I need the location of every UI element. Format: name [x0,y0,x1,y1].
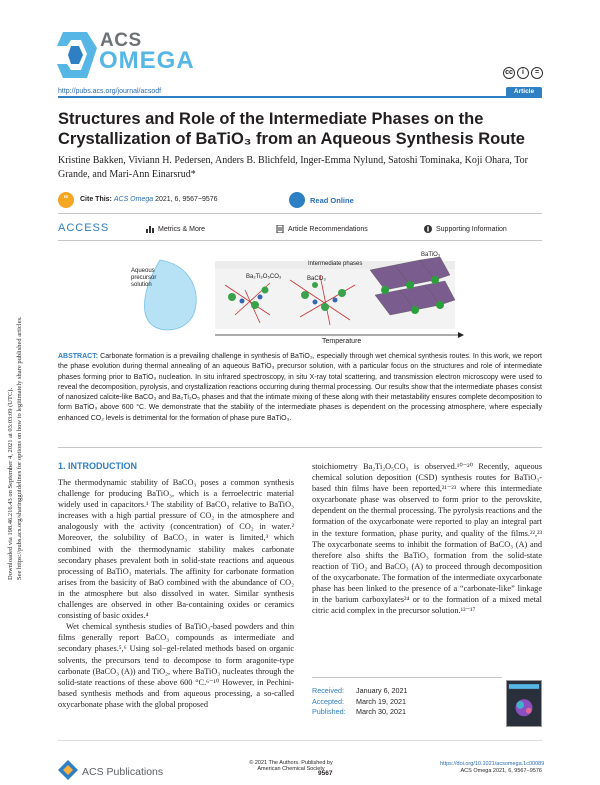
journal-cover-thumbnail[interactable] [506,680,542,727]
supporting-info-icon [424,225,432,233]
journal-brand-bottom: OMEGA [99,47,195,74]
publication-dates [312,686,408,718]
doi-link[interactable]: https://doi.org/10.1021/acsomega.1c00089 [440,761,545,767]
download-notice-line2[interactable]: See https://pubs.acs.org/sharingguidelines for options on how to legitimately share published articles. [16,316,23,580]
published-date: March 30, 2021 [356,707,406,716]
toc-ba2ti2o5co3-label: Ba₂Ti₂O₅CO₃ [246,274,282,280]
citation-line: ACS Omega 2021, 6, 9567−9576 [460,768,542,774]
toc-temperature-label: Temperature [322,338,362,345]
download-notice-line1: Downloaded via 198.46.216.43 on September 4, 2021 at 03:03:09 (UTC). [7,387,14,580]
access-label: ACCESS [58,222,110,234]
intro-paragraph: The thermodynamic stability of BaCO₃ poses a common synthesis challenge for producing BaTiO₃, which is a ferroelectric material widely used in capacitors.¹ The stability of BaCO₃ relative to BaTiO₃ increases with a high partial pressure of CO₂ in the atmosphere and analogously with the activity (concentration) of CO₂ in water.² Moreover, the solubility of BaCO₃ in water is limited,³ which combined with the thermodynamic stability makes carbonate secondary phases prevalent both in solid-state reactions and aqueous processing of BaTiO₃ materials. The affinity for carbonate formation arises from the basicity of BaO combined with the abundance of CO₂ in the atmosphere but also dissolved in water. Similar synthesis challenges are observed in other Ba-containing oxides or ceramics consisting of basic oxides.⁴ [58,478,294,621]
copyright-line-2: American Chemical Society [257,766,325,773]
cc-icon[interactable]: cc [503,67,515,79]
cite-details: 2021, 6, 9567−9576 [155,196,218,203]
page-number: 9567 [318,770,333,777]
received-label: Received: [312,686,344,695]
journal-url-link[interactable]: http://pubs.acs.org/journal/acsodf [58,88,162,95]
abstract [58,352,542,424]
read-online-link[interactable]: Read Online [310,196,354,205]
received-date: January 6, 2021 [356,686,408,695]
divider [58,240,542,241]
intro-left-column [58,477,294,710]
accepted-label: Accepted: [312,696,344,706]
toc-graphic [120,245,480,345]
nd-icon[interactable]: = [531,67,543,79]
intro-paragraph: stoichiometry Ba₂Ti₂O₅CO₃ is observed.¹⁰⁻²⁰ Recently, aqueous chemical solution deposition (CSD) synthesis routes for BaTiO₃-based thin films have been reported,²¹⁻²³ where this intermediate oxycarbonate phase was observed to form prior to the perovskite, dependent on the thermal processing. The pyrolysis reactions and the formation of the oxycarbonate were reported to play an integral part in the texture formation, phase purity, and quality of the films.²²,²³ The oxycarbonate seems to inhibit the formation of BaCO₃ (A) and therefore also shifts the BaTiO₃ formation from the solid-state reaction of TiO₂ and BaCO₃ (A) to proceed through decomposition of the oxycarbonate. The formation of the intermediate oxycarbonate phase has been linked to the presence of a “carbonate-like” linkage in the barium carboxylates²⁴ or to the formation of a mixed metal citric acid complex in the precursor solution.¹²⁻¹⁷ [312,462,542,616]
bar-chart-icon [146,225,154,233]
header-rule [58,96,542,98]
toc-intermediate-label: Intermediate phases [308,261,363,267]
divider [312,677,502,678]
download-notice [2,240,47,580]
cite-icon[interactable]: “ [58,192,74,208]
divider [58,213,542,214]
supporting-info-link[interactable]: Supporting Information [436,226,507,233]
document-icon [276,225,284,233]
divider [58,447,542,448]
article-title: Structures and Role of the Intermediate Phases on the Crystallization of BaTiO₃ from an Aqueous Synthesis Route [58,110,525,148]
toc-aqueous-label-3: solution [131,282,152,288]
toc-aqueous-label-1: Aqueous [131,268,155,274]
published-label: Published: [312,707,346,716]
copyright-line-1: © 2021 The Authors. Published by [249,760,333,766]
cite-journal: ACS Omega [113,196,154,203]
doi-block [440,761,545,775]
by-icon[interactable]: i [517,67,529,79]
article-type-tab: Article [506,87,542,97]
intro-paragraph: Wet chemical synthesis studies of BaTiO₃-based powders and thin films generally report BaCO₃ compounds as intermediate and secondary phases.⁵,⁶ Using sol−gel-related methods based on organic solvents, the precursors tend to decompose to form aragonite-type carbonate (BaCO₃ (A)) and TiO₂, where BaTiO₃ nucleates through the solid-state reactions of these above 600 °C.⁶⁻¹⁰ However, in Pechini-based synthesis methods and from aqueous processing, a so-called oxycarbonate phase with the global proposed [58,622,294,709]
read-online-icon[interactable] [289,192,305,208]
acs-publications-logo-icon [58,760,78,780]
metrics-link[interactable]: Metrics & More [158,226,206,233]
toc-baco3-label: BaCO₃ [307,276,326,282]
footer-rule [58,740,542,741]
cite-this[interactable] [80,196,218,203]
publisher-name[interactable]: ACS Publications [82,766,164,778]
cite-label: Cite This: [80,196,112,203]
toc-batio3-label: BaTiO₃ [421,252,441,258]
journal-brand-top: ACS [100,30,142,51]
recommendations-link[interactable]: Article Recommendations [288,226,368,233]
toc-aqueous-label-2: precursor [131,275,157,281]
author-list[interactable]: Kristine Bakken, Viviann H. Pedersen, Anders B. Blichfeld, Inger-Emma Nylund, Satoshi Tominaka, Koji Ohara, Tor Grande, and Mari-Ann Einarsrud* [58,155,528,180]
intro-right-column [312,461,542,616]
accepted-date: March 19, 2021 [356,696,406,706]
section-heading: 1. INTRODUCTION [58,461,138,471]
abstract-text: Carbonate formation is a prevailing challenge in synthesis of BaTiO₃, especially through wet chemical synthesis routes. In this work, we report the phase evolution during thermal annealing of an aqueous BaTiO₃ precursor solution, with a particular focus on the structures and role of intermediate phases forming prior to BaTiO₃ nucleation. In situ infrared spectroscopy, in situ X-ray total scattering, and transmission electron microscopy were used to reveal the decomposition, pyrolysis, and crystallization reactions occurring during thermal processing. Our results show that the intermediate phases consist of nanosized calcite-like BaCO₃ and Ba₂Ti₂O₅ phases and that the intimate mixing of these along with their metastability ensures complete decomposition to form BaTiO₃ above 600 °C. We demonstrate that the stability of the intermediate phases is dependent on the processing atmosphere, where especially enhanced CO₂ levels is detrimental for the formation of phase pure BaTiO₃. [58,353,542,422]
abstract-label: ABSTRACT: [58,353,99,360]
